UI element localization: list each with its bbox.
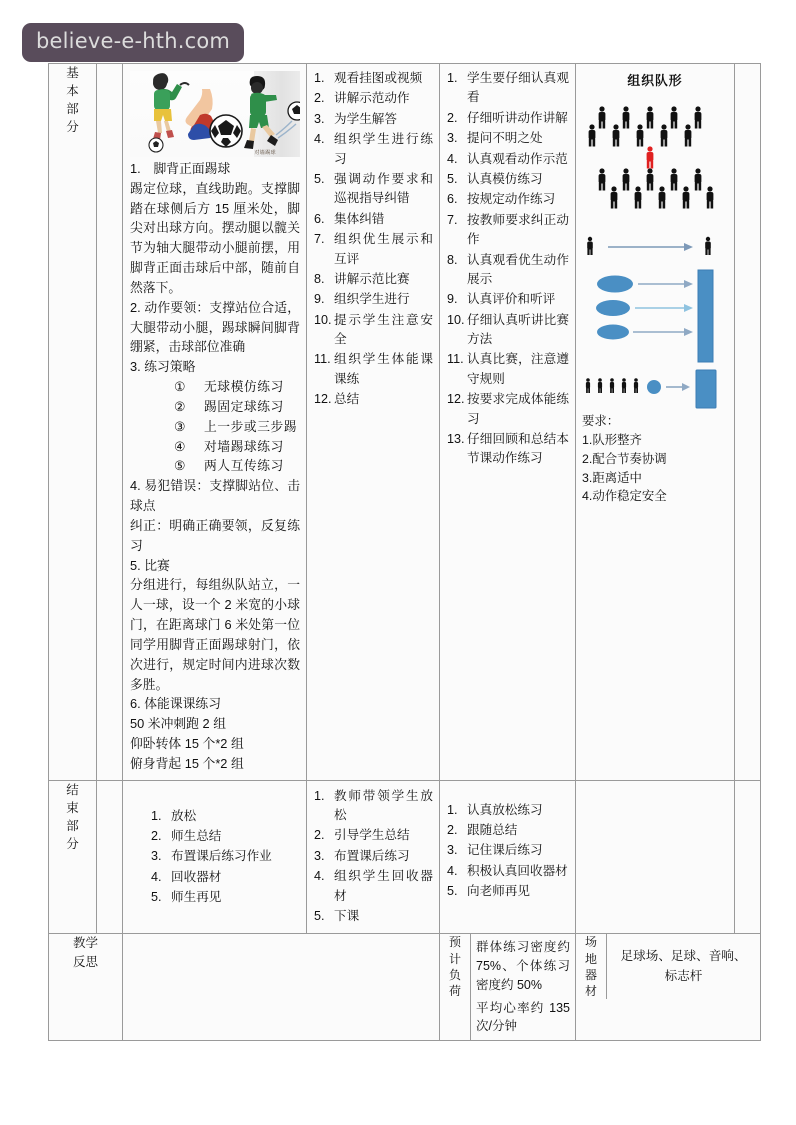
content-item1-body: 踢定位球，直线助跑。支撑脚踏在球侧后方 15 厘米处，脚尖对出球方向。摆动腿以髋关节为轴大腿带动小腿前摆，用脚背正面击球后中部，随前自然落下。	[130, 180, 300, 295]
list-number: 3.	[447, 131, 458, 146]
circled-number-2: ②	[174, 398, 186, 414]
equipment-text: 足球场、足球、音响、标志杆	[620, 949, 747, 983]
list-item-label: 组织学生进行	[334, 292, 410, 307]
content-item3-sub-1	[130, 377, 300, 397]
list-item-label: 为学生解答	[334, 111, 397, 126]
content-item3-title: 3. 练习策略	[130, 359, 196, 375]
equipment-label: 场 地 器 材	[576, 934, 607, 999]
expected-load-group	[440, 934, 576, 1041]
content-item3-sub-3	[130, 417, 300, 437]
requirements-label: 要求：	[582, 414, 620, 428]
teacher-activities-cell-closing	[307, 780, 440, 934]
content-cell-main-part	[123, 64, 307, 781]
list-number: 5.	[314, 909, 325, 924]
illustration-caption: 对墙踢球	[254, 150, 276, 156]
section-label-closing-part: 结 束 部 分	[49, 780, 97, 934]
watermark-badge	[22, 23, 244, 62]
list-item	[447, 129, 569, 148]
list-item-label: 认真观看优生动作展示	[467, 252, 569, 286]
teaching-reflection-area[interactable]	[123, 934, 440, 1041]
student-activities-cell-closing	[440, 780, 576, 934]
list-item	[447, 801, 569, 820]
content-item2: 2. 动作要领：支撑站位合适，大腿带动小腿，踢球瞬间脚背绷紧，击球部位准确	[130, 299, 300, 355]
list-item	[447, 170, 569, 189]
list-item-label: 提示学生注意安全	[334, 312, 433, 347]
content-item3-sub-4	[130, 437, 300, 457]
list-item-label: 认真放松练习	[467, 802, 543, 817]
list-item-label: 总结	[334, 392, 360, 407]
list-item-label: 布置课后练习	[334, 848, 410, 863]
list-number: 4.	[447, 151, 458, 166]
list-number: 5.	[151, 890, 162, 905]
lesson-plan-table	[48, 63, 761, 1041]
list-item-label: 强调动作要求和巡视指导纠错	[334, 171, 433, 206]
list-item	[314, 210, 433, 229]
student-activities-list-main	[447, 69, 569, 469]
list-item	[447, 69, 569, 108]
list-item	[314, 170, 433, 209]
list-item	[314, 787, 433, 826]
list-number: 4.	[314, 132, 325, 147]
list-number: 11.	[314, 352, 331, 367]
list-item	[314, 907, 433, 926]
formation-title: 组织队形	[627, 73, 683, 88]
list-number: 12.	[447, 392, 465, 407]
list-number: 3.	[314, 848, 325, 863]
teacher-activities-list-main	[314, 69, 433, 410]
list-number: 4.	[314, 869, 325, 884]
requirement-item-2: 2.配合节奏协调	[582, 451, 667, 466]
content-item5-title: 5. 比赛	[130, 557, 170, 573]
formation-requirements	[580, 412, 730, 506]
list-item-label: 集体纠错	[334, 211, 385, 226]
list-number: 3.	[314, 111, 325, 126]
list-number: 8.	[447, 252, 458, 267]
watermark-text: believe-e-hth.com	[36, 29, 231, 53]
list-number: 4.	[151, 869, 162, 884]
list-item-label: 组织学生体能课课练	[334, 352, 433, 386]
closing-content-list	[151, 807, 300, 908]
list-item	[314, 110, 433, 129]
list-item	[151, 847, 300, 866]
list-item	[314, 847, 433, 866]
list-item-label: 认真评价和听评	[467, 292, 556, 307]
list-item	[314, 867, 433, 906]
list-item-label: 仔细认真听讲比赛方法	[467, 312, 569, 347]
content-item6-line-2: 仰卧转体 15 个*2 组	[130, 736, 244, 752]
table-row-summary	[49, 934, 761, 1041]
list-item-label: 仔细听讲动作讲解	[467, 110, 568, 125]
content-cell-closing-part	[123, 780, 307, 934]
notes-column-closing-part	[735, 780, 761, 934]
list-item-label: 组织学生回收器材	[334, 869, 433, 903]
list-item	[314, 350, 433, 389]
list-item	[314, 130, 433, 169]
list-number: 5.	[447, 171, 458, 186]
list-item	[447, 350, 569, 389]
list-item	[314, 826, 433, 845]
list-number: 12.	[314, 392, 332, 407]
list-item	[447, 862, 569, 881]
list-item	[314, 270, 433, 289]
list-item-label: 按规定动作练习	[467, 192, 556, 207]
list-number: 6.	[314, 211, 325, 226]
list-item-label: 仔细回顾和总结本节课动作练习	[467, 432, 569, 466]
list-item	[447, 211, 569, 250]
list-item-label: 跟随总结	[467, 823, 518, 838]
table-row-main-part	[49, 64, 761, 781]
requirement-item-4: 4.动作稳定安全	[582, 489, 667, 504]
teacher-activities-cell-main	[307, 64, 440, 781]
list-number: 3.	[151, 849, 162, 864]
content-item3-sub-5	[130, 456, 300, 476]
list-number: 13.	[447, 432, 465, 447]
content-item3-sub-2-text: 踢固定球练习	[204, 398, 284, 414]
section-label-main-part: 基 本 部 分	[49, 64, 97, 781]
requirement-item-3: 3.距离适中	[582, 470, 642, 485]
list-item-label: 学生要仔细认真观看	[467, 71, 569, 105]
list-item	[314, 230, 433, 269]
content-item1-title: 1. 脚背正面踢球	[130, 161, 231, 176]
list-number: 1.	[447, 71, 458, 85]
list-number: 4.	[447, 863, 458, 878]
list-item	[151, 888, 300, 907]
expected-load-value	[471, 934, 576, 1040]
list-item-label: 讲解示范动作	[334, 91, 410, 106]
list-item	[447, 882, 569, 901]
list-item-label: 记住课后练习	[467, 843, 543, 858]
list-item	[314, 69, 433, 88]
list-item	[447, 390, 569, 429]
list-item-label: 放松	[171, 808, 197, 823]
list-item	[314, 290, 433, 309]
list-item	[447, 109, 569, 128]
content-item6-line-3: 俯身背起 15 个*2 组	[130, 755, 244, 771]
main-content-text	[130, 159, 300, 774]
circled-number-3: ③	[174, 418, 186, 434]
list-number: 10.	[314, 312, 332, 327]
list-item-label: 认真比赛，注意遵守规则	[467, 352, 569, 386]
list-number: 2.	[314, 91, 325, 106]
list-item	[447, 251, 569, 290]
formation-cell-main	[576, 64, 735, 781]
list-item-label: 积极认真回收器材	[467, 863, 568, 878]
equipment-value	[607, 934, 761, 999]
list-number: 5.	[447, 884, 458, 899]
list-item-label: 师生再见	[171, 890, 222, 905]
list-number: 9.	[314, 292, 325, 307]
time-column-closing-part	[97, 780, 123, 934]
student-activities-cell-main	[440, 64, 576, 781]
list-item	[447, 150, 569, 169]
expected-load-label: 预 计 负 荷	[440, 934, 471, 1040]
list-number: 7.	[314, 232, 325, 247]
content-item5-body: 分组进行，每组纵队站立，一人一球，设一个 2 米宽的小球门，在距离球门 6 米处第一位同学用脚背正面踢球射门，依次进行，规定时间内进球次数多胜。	[130, 577, 300, 692]
list-number: 1.	[314, 788, 325, 803]
student-activities-list-closing	[447, 801, 569, 902]
content-item3-sub-5-text: 两人互传练习	[204, 458, 284, 474]
requirement-item-1: 1.队形整齐	[582, 432, 642, 447]
content-item4: 4. 易犯错误：支撑脚站位、击球点	[130, 478, 300, 514]
list-item	[151, 807, 300, 826]
circled-number-5: ⑤	[174, 458, 186, 474]
list-item	[314, 89, 433, 108]
list-item	[151, 868, 300, 887]
list-item	[314, 390, 433, 409]
table-row-closing-part	[49, 780, 761, 934]
list-number: 1.	[447, 802, 458, 817]
formation-people-diagram	[580, 96, 730, 222]
list-item-label: 下课	[334, 909, 360, 924]
list-item-label: 按教师要求纠正动作	[467, 212, 569, 247]
list-item	[447, 290, 569, 309]
list-item-label: 教师带领学生放松	[334, 788, 433, 823]
list-item	[447, 821, 569, 840]
content-item3-sub-4-text: 对墙踢球练习	[204, 438, 284, 454]
list-number: 1.	[314, 71, 325, 85]
content-item6-line-1: 50 米冲刺跑 2 组	[130, 716, 227, 732]
equipment-group	[576, 934, 761, 1041]
list-item-label: 观看挂图或视频	[334, 71, 423, 85]
list-number: 7.	[447, 212, 458, 227]
list-number: 5.	[314, 171, 325, 186]
time-column-main-part	[97, 64, 123, 781]
list-item-label: 组织学生进行练习	[334, 132, 433, 166]
list-number: 10.	[447, 312, 465, 327]
formation-cell-closing	[576, 780, 735, 934]
list-number: 2.	[151, 829, 162, 844]
list-number: 11.	[447, 352, 464, 367]
list-item-label: 向老师再见	[467, 884, 530, 899]
list-number: 2.	[314, 828, 325, 843]
content-item4-correction: 纠正：明确正确要领，反复练习	[130, 517, 300, 553]
content-item3-sub-1-text: 无球模仿练习	[204, 379, 284, 395]
list-item	[151, 827, 300, 846]
list-item	[314, 311, 433, 350]
list-item-label: 按要求完成体能练习	[467, 392, 569, 426]
notes-column-main-part	[735, 64, 761, 781]
list-number: 2.	[447, 110, 458, 125]
content-item3-sub-2	[130, 397, 300, 417]
list-item-label: 回收器材	[171, 869, 222, 884]
content-item6-title: 6. 体能课课练习	[130, 696, 222, 712]
soccer-kicking-illustration	[130, 71, 300, 157]
teacher-activities-list-closing	[314, 787, 433, 927]
pair-passing-diagram	[580, 230, 730, 260]
list-item-label: 师生总结	[171, 829, 222, 844]
load-heartrate-text: 平均心率约 135 次/分钟	[476, 1000, 570, 1034]
list-item-label: 布置课后练习作业	[171, 849, 272, 864]
list-item-label: 认真观看动作示范	[467, 151, 568, 166]
list-item	[447, 190, 569, 209]
list-item-label: 引导学生总结	[334, 828, 410, 843]
shooting-drill-diagram	[580, 268, 730, 410]
list-item-label: 认真模仿练习	[467, 171, 543, 186]
list-item-label: 提问不明之处	[467, 131, 543, 146]
list-item-label: 讲解示范比赛	[334, 271, 410, 286]
list-number: 6.	[447, 192, 458, 207]
teaching-reflection-label: 教学 反思	[49, 934, 123, 1041]
list-item	[447, 311, 569, 350]
circled-number-4: ④	[174, 438, 186, 454]
list-number: 2.	[447, 823, 458, 838]
list-item	[447, 841, 569, 860]
content-item3-sub-3-text: 上一步或三步踢	[204, 418, 298, 434]
list-item-label: 组织优生展示和互评	[334, 232, 433, 266]
list-number: 3.	[447, 843, 458, 858]
list-number: 9.	[447, 292, 458, 307]
list-number: 8.	[314, 271, 325, 286]
list-number: 1.	[151, 808, 162, 823]
list-item	[447, 430, 569, 469]
circled-number-1: ①	[174, 379, 186, 395]
load-density-text: 群体练习密度约 75%、个体练习密度约 50%	[476, 940, 570, 992]
